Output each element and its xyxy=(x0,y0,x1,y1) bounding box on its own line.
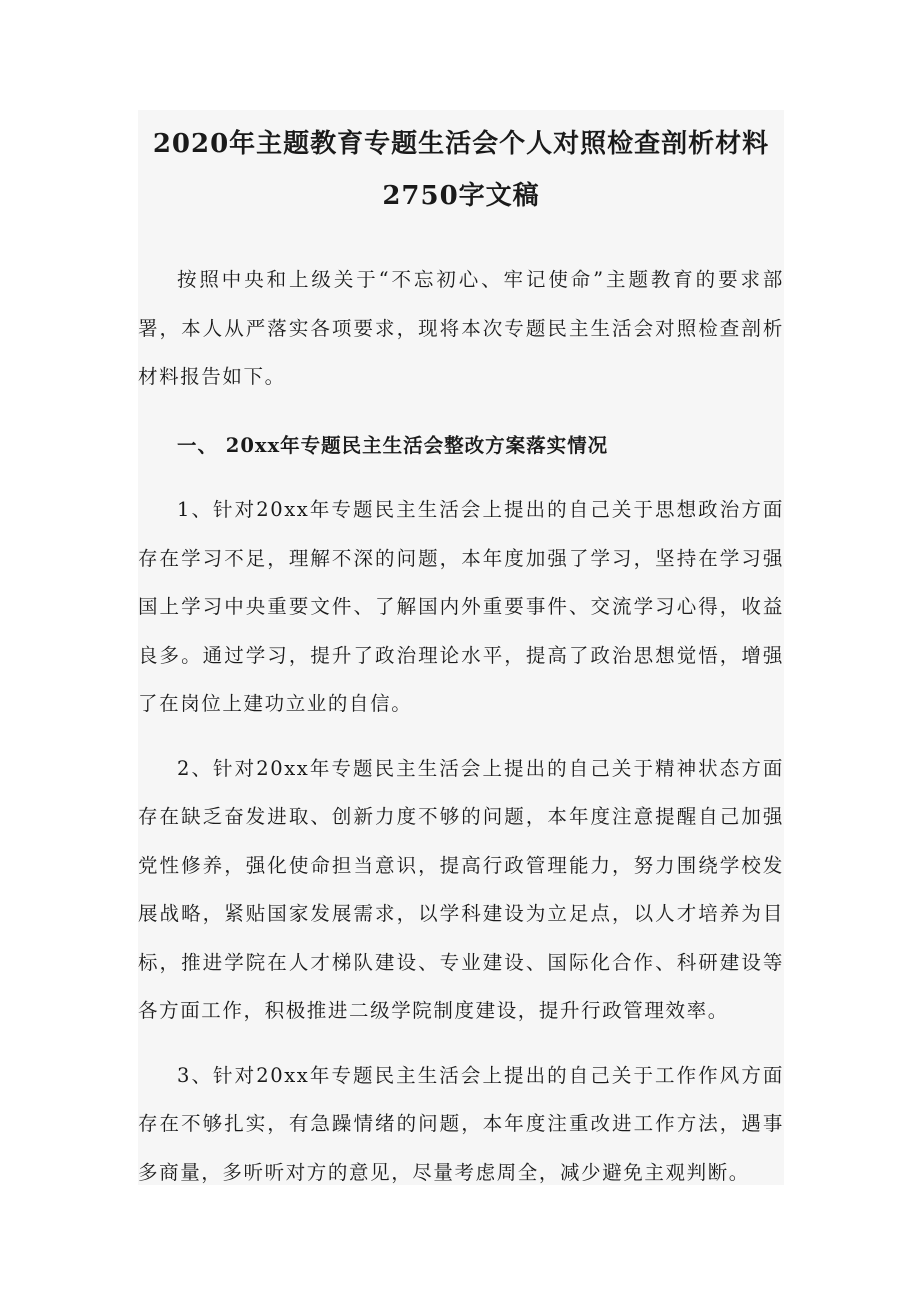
intro-paragraph: 按照中央和上级关于“不忘初心、牢记使命”主题教育的要求部署，本人从严落实各项要求，现将本次专题民主生活会对照检查剖析材料报告如下。 xyxy=(138,268,784,388)
document-title xyxy=(138,110,784,222)
title-line-1: 2020年主题教育专题生活会个人对照检查剖析材料 xyxy=(152,129,770,159)
document-body xyxy=(138,110,784,1197)
item-paragraph-2: 2、针对20xx年专题民主生活会上提出的自己关于精神状态方面存在缺乏奋发进取、创新力度不够的问题，本年度注意提醒自己加强党性修养，强化使命担当意识，提高行政管理能力，努力围绕学校发展战略，紧贴国家发展需求，以学科建设为立足点，以人才培养为目标，推进学院在人才梯队建设、专业建设、国际化合作、科研建设等各方面工作，积极推进二级学院制度建设，提升行政管理效率。 xyxy=(138,756,784,1022)
section-heading-1: 一、 20xx年专题民主生活会整改方案落实情况 xyxy=(177,433,609,457)
item-paragraph-3: 3、针对20xx年专题民主生活会上提出的自己关于工作作风方面存在不够扎实，有急躁情绪的问题，本年度注重改进工作方法，遇事多商量，多听听对方的意见，尽量考虑周全，减少避免主观判断。 xyxy=(138,1063,784,1184)
item-paragraph-1: 1、针对20xx年专题民主生活会上提出的自己关于思想政治方面存在学习不足，理解不深的问题，本年度加强了学习，坚持在学习强国上学习中央重要文件、了解国内外重要事件、交流学习心得，收益良多。通过学习，提升了政治理论水平，提高了政治思想觉悟，增强了在岗位上建功立业的自信。 xyxy=(138,498,784,715)
title-line-2: 2750字文稿 xyxy=(382,181,540,211)
